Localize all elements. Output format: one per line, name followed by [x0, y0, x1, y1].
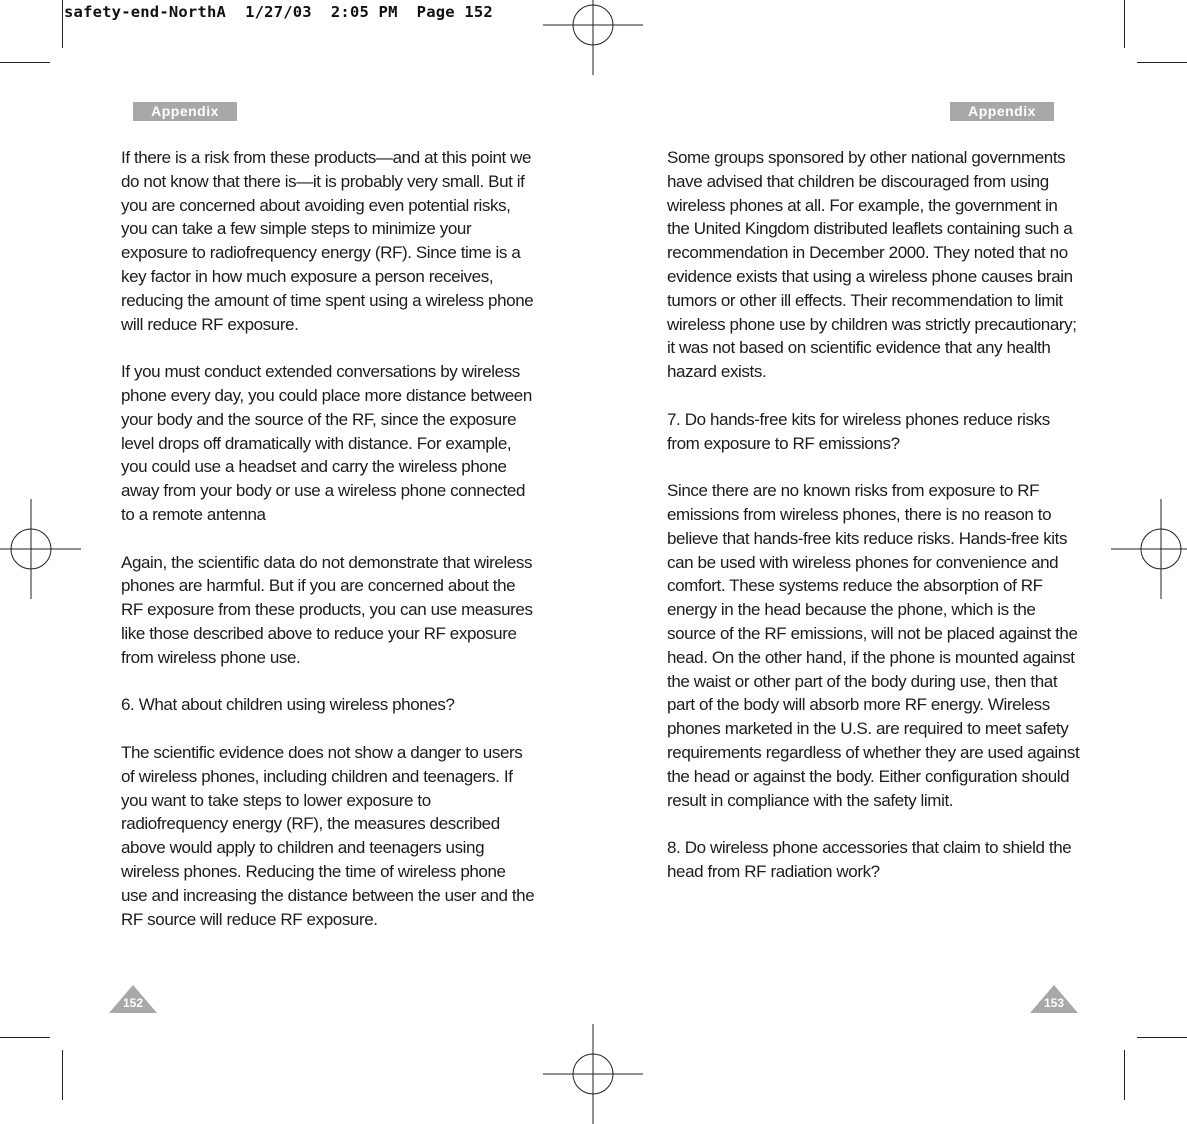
paragraph: Since there are no known risks from exposure to RF emissions from wireless phones, there is no reason to believe that hands-free kits reduce risks. Hands-free kits can be used with wireless phones for convenience and comfort. These systems reduce the absorption of RF energy in the head because the phone, which is the source of the RF emissions, will not be placed against the head. On the other hand, if the phone is mounted against the waist or other part of the body during use, then that part of the body will absorb more RF energy. Wireless phones marketed in the U.S. are required to meet safety requirements regardless of whether they are used against the head or against the body. Either configuration should result in compliance with the safety limit. [667, 481, 1080, 810]
page-number-left [109, 985, 157, 1013]
paragraph: The scientific evidence does not show a danger to users of wireless phones, including children and teenagers. If you want to take steps to lower exposure to radiofrequency energy (RF), the measures described above would apply to children and teenagers using wireless phones. Reducing the time of wireless phone use and increasing the distance between the user and the RF source will reduce RF exposure. [121, 742, 535, 929]
page-number-right [1030, 985, 1078, 1013]
registration-mark-icon [0, 499, 81, 599]
paragraph: If there is a risk from these products—and at this point we do not know that there is—it is probably very small. But if you are concerned about avoiding even potential risks, you can take a few simple steps to minimize your exposure to radiofrequency energy (RF). Since time is a key factor in how much exposure a person receives, reducing the amount of time spent using a wireless phone will reduce RF exposure. [121, 148, 534, 334]
crop-mark-bottom-right-h [1137, 1037, 1187, 1038]
registration-mark-icon [543, 0, 643, 75]
page-number-text: 152 [122, 996, 144, 1010]
question-heading: 8. Do wireless phone accessories that claim to shield the head from RF radiation work? [667, 838, 1072, 881]
crop-mark-top-right-v [1124, 0, 1125, 48]
section-tab-right: Appendix [950, 102, 1054, 121]
paragraph: Some groups sponsored by other national governments have advised that children be discouraged from using wireless phones at all. For example, the government in the United Kingdom distributed leaflets containing such a recommendation in December 2000. They noted that no evidence exists that using a wireless phone causes brain tumors or other ill effects. Their recommendation to limit wireless phone use by children was strictly precautionary; it was not based on scientific evidence that any health hazard exists. [667, 148, 1077, 382]
page-number-text: 153 [1043, 996, 1065, 1010]
crop-mark-top-left-v [62, 0, 63, 48]
paragraph: Again, the scientific data do not demonstrate that wireless phones are harmful. But if you are concerned about the RF exposure from these products, you can use measures like those described above to reduce your RF exposure from wireless phone use. [121, 552, 533, 667]
registration-mark-icon [1111, 499, 1187, 599]
crop-mark-top-left-h [0, 62, 50, 63]
print-slug: safety-end-NorthA 1/27/03 2:05 PM Page 152 [64, 3, 493, 21]
crop-mark-bottom-left-v [62, 1050, 63, 1100]
crop-mark-bottom-right-v [1124, 1050, 1125, 1100]
crop-mark-bottom-left-h [0, 1037, 50, 1038]
right-page-body [667, 146, 1083, 908]
left-page-body [121, 146, 536, 955]
crop-mark-top-right-h [1137, 62, 1187, 63]
section-tab-left: Appendix [133, 102, 237, 121]
registration-mark-icon [543, 1024, 643, 1124]
question-heading: 6. What about children using wireless phones? [121, 695, 455, 715]
paragraph: If you must conduct extended conversations by wireless phone every day, you could place more distance between your body and the source of the RF, since the exposure level drops off dramatically with distance. For example, you could use a headset and carry the wireless phone away from your body or use a wireless phone connected to a remote antenna [121, 362, 532, 524]
question-heading: 7. Do hands-free kits for wireless phones reduce risks from exposure to RF emissions? [667, 409, 1050, 453]
